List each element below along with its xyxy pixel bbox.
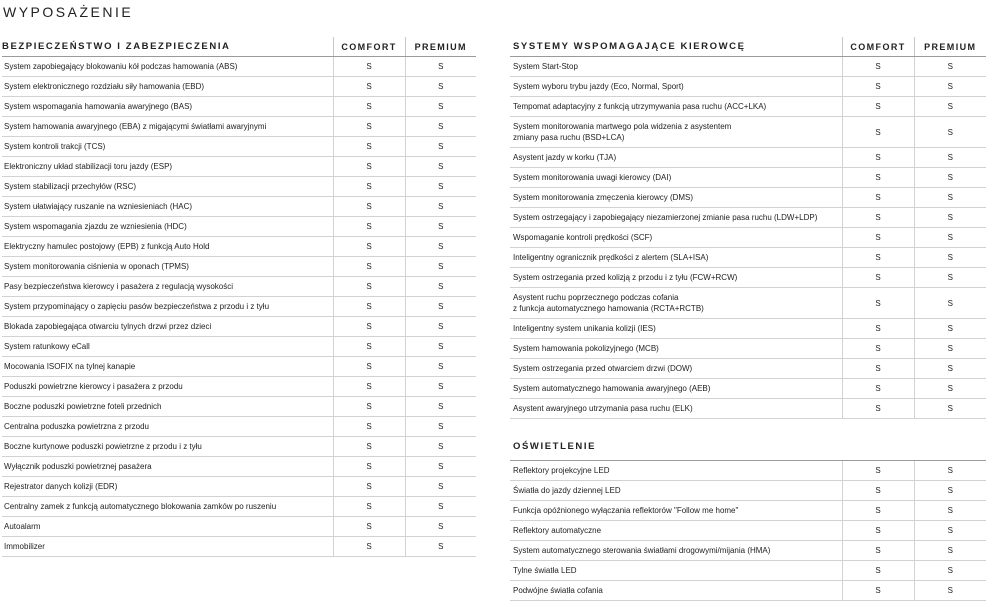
comfort-value: S xyxy=(842,561,914,581)
feature-name xyxy=(510,248,842,268)
premium-value: S xyxy=(914,581,986,601)
safety-section xyxy=(2,37,476,557)
comfort-value: S xyxy=(333,537,405,557)
driver-assist-header-row xyxy=(510,37,986,57)
table-row xyxy=(510,561,986,581)
premium-value: S xyxy=(405,477,476,497)
table-row xyxy=(2,477,476,497)
feature-name-text: System monitorowania zmęczenia kierowcy (DMS) xyxy=(513,193,694,202)
feature-name xyxy=(510,481,842,501)
premium-value: S xyxy=(914,228,986,248)
feature-name-text: Rejestrator danych kolizji (EDR) xyxy=(4,482,118,491)
premium-value: S xyxy=(914,77,986,97)
feature-name xyxy=(2,117,333,137)
feature-name xyxy=(510,288,842,319)
feature-name xyxy=(2,317,333,337)
feature-name xyxy=(2,397,333,417)
feature-name-text: System ratunkowy eCall xyxy=(4,342,90,351)
comfort-value: S xyxy=(842,97,914,117)
table-row xyxy=(2,537,476,557)
premium-value: S xyxy=(405,457,476,477)
table-row xyxy=(510,188,986,208)
feature-name-text: System ostrzegania przed kolizją z przodu i z tyłu (FCW+RCW) xyxy=(513,273,738,282)
feature-name-text: System wyboru trybu jazdy (Eco, Normal, Sport) xyxy=(513,82,684,91)
table-row xyxy=(510,581,986,601)
table-row xyxy=(510,461,986,481)
comfort-value: S xyxy=(333,97,405,117)
safety-header-row xyxy=(2,37,476,57)
feature-name xyxy=(2,477,333,497)
comfort-column-header: COMFORT xyxy=(333,37,405,57)
lighting-table xyxy=(510,461,986,601)
premium-value: S xyxy=(914,268,986,288)
premium-value: S xyxy=(405,517,476,537)
feature-name-text: Mocowania ISOFIX na tylnej kanapie xyxy=(4,362,136,371)
table-row xyxy=(2,237,476,257)
premium-value: S xyxy=(914,541,986,561)
comfort-value: S xyxy=(333,357,405,377)
table-row xyxy=(2,157,476,177)
premium-value: S xyxy=(914,359,986,379)
feature-name-text: Tylne światła LED xyxy=(513,566,577,575)
premium-value: S xyxy=(405,197,476,217)
comfort-value: S xyxy=(333,417,405,437)
table-row xyxy=(2,117,476,137)
feature-name xyxy=(2,97,333,117)
table-row xyxy=(510,501,986,521)
feature-name xyxy=(2,537,333,557)
comfort-value: S xyxy=(842,168,914,188)
feature-name xyxy=(2,197,333,217)
table-row xyxy=(510,521,986,541)
comfort-value: S xyxy=(842,148,914,168)
table-row xyxy=(2,397,476,417)
driver-assist-heading: SYSTEMY WSPOMAGAJĄCE KIEROWCĘ xyxy=(510,37,842,57)
premium-value: S xyxy=(914,501,986,521)
table-row xyxy=(2,317,476,337)
premium-value: S xyxy=(914,117,986,148)
table-row xyxy=(2,517,476,537)
premium-value: S xyxy=(405,397,476,417)
premium-value: S xyxy=(405,237,476,257)
comfort-value: S xyxy=(333,117,405,137)
lighting-heading: OŚWIETLENIE xyxy=(510,440,986,461)
table-row xyxy=(2,377,476,397)
premium-column-header: PREMIUM xyxy=(914,37,986,57)
feature-name-text: Inteligentny system unikania kolizji (IES) xyxy=(513,324,656,333)
feature-name-text: Wspomaganie kontroli prędkości (SCF) xyxy=(513,233,653,242)
premium-value: S xyxy=(405,297,476,317)
table-row xyxy=(510,541,986,561)
table-row xyxy=(510,379,986,399)
feature-name-text: System elektronicznego rozdziału siły hamowania (EBD) xyxy=(4,82,205,91)
feature-name-text: Elektryczny hamulec postojowy (EPB) z funkcją Auto Hold xyxy=(4,242,210,251)
premium-value: S xyxy=(914,561,986,581)
comfort-value: S xyxy=(842,319,914,339)
safety-heading: BEZPIECZEŃSTWO I ZABEZPIECZENIA xyxy=(2,37,333,57)
feature-name xyxy=(2,257,333,277)
table-row xyxy=(2,137,476,157)
feature-name-text: Funkcja opóźnionego wyłączania reflektorów "Follow me home" xyxy=(513,506,739,515)
comfort-value: S xyxy=(842,339,914,359)
feature-name-text: System zapobiegający blokowaniu kół podczas hamowania (ABS) xyxy=(4,62,238,71)
feature-name xyxy=(510,379,842,399)
premium-value: S xyxy=(914,319,986,339)
comfort-value: S xyxy=(333,157,405,177)
feature-name xyxy=(510,319,842,339)
premium-value: S xyxy=(405,537,476,557)
feature-name xyxy=(2,57,333,77)
comfort-value: S xyxy=(842,57,914,77)
table-row xyxy=(2,357,476,377)
premium-value: S xyxy=(405,277,476,297)
table-row xyxy=(510,268,986,288)
table-row xyxy=(2,57,476,77)
feature-name-text: Blokada zapobiegająca otwarciu tylnych drzwi przez dzieci xyxy=(4,322,212,331)
premium-value: S xyxy=(405,217,476,237)
premium-value: S xyxy=(914,57,986,77)
feature-name xyxy=(2,297,333,317)
feature-name xyxy=(510,461,842,481)
feature-name xyxy=(510,77,842,97)
premium-value: S xyxy=(405,317,476,337)
table-row xyxy=(2,457,476,477)
feature-name-text: Autoalarm xyxy=(4,522,41,531)
comfort-column-header: COMFORT xyxy=(842,37,914,57)
feature-name-text: Immobilizer xyxy=(4,542,45,551)
feature-name xyxy=(510,399,842,419)
premium-value: S xyxy=(405,437,476,457)
feature-name-text: Centralna poduszka powietrzna z przodu xyxy=(4,422,149,431)
feature-name xyxy=(2,177,333,197)
premium-value: S xyxy=(914,399,986,419)
comfort-value: S xyxy=(842,359,914,379)
feature-name-text: System automatycznego hamowania awaryjnego (AEB) xyxy=(513,384,711,393)
table-row xyxy=(2,297,476,317)
comfort-value: S xyxy=(842,268,914,288)
premium-value: S xyxy=(914,288,986,319)
comfort-value: S xyxy=(333,77,405,97)
feature-name-text: Centralny zamek z funkcją automatycznego blokowania zamków po ruszeniu xyxy=(4,502,277,511)
comfort-value: S xyxy=(333,517,405,537)
feature-name xyxy=(2,137,333,157)
table-row xyxy=(510,228,986,248)
feature-name xyxy=(510,501,842,521)
table-row xyxy=(2,257,476,277)
feature-name xyxy=(510,521,842,541)
feature-name xyxy=(510,97,842,117)
lighting-table-body xyxy=(510,461,986,601)
comfort-value: S xyxy=(842,521,914,541)
comfort-value: S xyxy=(842,379,914,399)
feature-name xyxy=(510,581,842,601)
comfort-value: S xyxy=(842,541,914,561)
comfort-value: S xyxy=(842,248,914,268)
comfort-value: S xyxy=(333,217,405,237)
premium-column-header: PREMIUM xyxy=(405,37,476,57)
feature-name-text: System stabilizacji przechyłów (RSC) xyxy=(4,182,137,191)
feature-name-text: Boczne kurtynowe poduszki powietrzne z przodu i z tyłu xyxy=(4,442,202,451)
table-row xyxy=(2,277,476,297)
comfort-value: S xyxy=(842,501,914,521)
feature-name xyxy=(510,359,842,379)
premium-value: S xyxy=(405,497,476,517)
feature-name xyxy=(510,339,842,359)
premium-value: S xyxy=(405,77,476,97)
premium-value: S xyxy=(914,379,986,399)
comfort-value: S xyxy=(333,337,405,357)
feature-name xyxy=(2,517,333,537)
comfort-value: S xyxy=(333,437,405,457)
feature-name xyxy=(2,377,333,397)
premium-value: S xyxy=(405,257,476,277)
comfort-value: S xyxy=(333,297,405,317)
comfort-value: S xyxy=(333,137,405,157)
premium-value: S xyxy=(914,248,986,268)
feature-name-text: Asystent jazdy w korku (TJA) xyxy=(513,153,617,162)
comfort-value: S xyxy=(842,208,914,228)
comfort-value: S xyxy=(842,481,914,501)
feature-name xyxy=(2,217,333,237)
feature-name xyxy=(2,77,333,97)
premium-value: S xyxy=(914,481,986,501)
table-row xyxy=(510,168,986,188)
feature-name-text: Reflektory automatyczne xyxy=(513,526,602,535)
feature-name-text: System monitorowania ciśnienia w oponach (TPMS) xyxy=(4,262,189,271)
premium-value: S xyxy=(914,168,986,188)
premium-value: S xyxy=(914,148,986,168)
table-row xyxy=(510,319,986,339)
feature-name-text: System monitorowania martwego pola widzenia z asystentem zmiany pasa ruchu (BSD+LCA) xyxy=(513,122,732,142)
table-row xyxy=(2,337,476,357)
premium-value: S xyxy=(405,417,476,437)
table-row xyxy=(2,197,476,217)
feature-name xyxy=(510,148,842,168)
comfort-value: S xyxy=(842,77,914,97)
table-row xyxy=(510,148,986,168)
table-row xyxy=(510,77,986,97)
premium-value: S xyxy=(405,337,476,357)
feature-name-text: System ostrzegający i zapobiegający niezamierzonej zmianie pasa ruchu (LDW+LDP) xyxy=(513,213,818,222)
table-row xyxy=(510,339,986,359)
feature-name-text: System wspomagania hamowania awaryjnego (BAS) xyxy=(4,102,193,111)
premium-value: S xyxy=(405,157,476,177)
feature-name xyxy=(510,228,842,248)
comfort-value: S xyxy=(842,188,914,208)
feature-name-text: Inteligentny ogranicznik prędkości z alertem (SLA+ISA) xyxy=(513,253,709,262)
table-row xyxy=(510,248,986,268)
feature-name xyxy=(2,157,333,177)
feature-name-text: Boczne poduszki powietrzne foteli przednich xyxy=(4,402,162,411)
premium-value: S xyxy=(405,137,476,157)
table-row xyxy=(510,288,986,319)
premium-value: S xyxy=(405,57,476,77)
comfort-value: S xyxy=(333,277,405,297)
driver-assist-table xyxy=(510,37,986,419)
feature-name xyxy=(510,188,842,208)
premium-value: S xyxy=(914,208,986,228)
premium-value: S xyxy=(405,117,476,137)
premium-value: S xyxy=(914,339,986,359)
comfort-value: S xyxy=(842,117,914,148)
feature-name xyxy=(2,417,333,437)
feature-name xyxy=(510,57,842,77)
comfort-value: S xyxy=(333,477,405,497)
table-row xyxy=(2,217,476,237)
feature-name xyxy=(2,357,333,377)
feature-name-text: System przypominający o zapięciu pasów bezpieczeństwa z przodu i z tyłu xyxy=(4,302,270,311)
feature-name xyxy=(2,277,333,297)
feature-name xyxy=(2,237,333,257)
feature-name xyxy=(510,168,842,188)
feature-name xyxy=(510,541,842,561)
feature-name-text: System wspomagania zjazdu ze wzniesienia (HDC) xyxy=(4,222,187,231)
premium-value: S xyxy=(914,188,986,208)
table-row xyxy=(510,117,986,148)
feature-name-text: System hamowania awaryjnego (EBA) z migającymi światłami awaryjnymi xyxy=(4,122,267,131)
safety-table-body xyxy=(2,57,476,557)
table-row xyxy=(2,437,476,457)
comfort-value: S xyxy=(333,317,405,337)
premium-value: S xyxy=(914,461,986,481)
table-row xyxy=(510,359,986,379)
comfort-value: S xyxy=(842,288,914,319)
feature-name-text: Tempomat adaptacyjny z funkcją utrzymywania pasa ruchu (ACC+LKA) xyxy=(513,102,767,111)
table-row xyxy=(510,481,986,501)
table-row xyxy=(2,177,476,197)
feature-name-text: Poduszki powietrzne kierowcy i pasażera z przodu xyxy=(4,382,183,391)
table-row xyxy=(510,97,986,117)
feature-name xyxy=(510,208,842,228)
feature-name-text: System Start-Stop xyxy=(513,62,578,71)
feature-name-text: System automatycznego sterowania światłami drogowymi/mijania (HMA) xyxy=(513,546,771,555)
table-row xyxy=(2,97,476,117)
premium-value: S xyxy=(405,357,476,377)
comfort-value: S xyxy=(333,57,405,77)
comfort-value: S xyxy=(842,399,914,419)
table-row xyxy=(510,399,986,419)
safety-table xyxy=(2,37,476,557)
comfort-value: S xyxy=(333,177,405,197)
feature-name-text: System ułatwiający ruszanie na wzniesieniach (HAC) xyxy=(4,202,193,211)
table-row xyxy=(2,497,476,517)
comfort-value: S xyxy=(333,197,405,217)
feature-name-text: Podwójne światła cofania xyxy=(513,586,603,595)
page-title: WYPOSAŻENIE xyxy=(3,4,134,20)
feature-name xyxy=(2,337,333,357)
premium-value: S xyxy=(405,177,476,197)
feature-name xyxy=(510,268,842,288)
feature-name-text: Pasy bezpieczeństwa kierowcy i pasażera z regulacją wysokości xyxy=(4,282,233,291)
table-row xyxy=(2,77,476,97)
comfort-value: S xyxy=(333,257,405,277)
premium-value: S xyxy=(914,97,986,117)
comfort-value: S xyxy=(333,497,405,517)
feature-name-text: Asystent ruchu poprzecznego podczas cofania z funkcja automatycznego hamowania (RCTA+RCTB) xyxy=(513,293,704,313)
feature-name-text: System monitorowania uwagi kierowcy (DAI) xyxy=(513,173,672,182)
comfort-value: S xyxy=(333,397,405,417)
table-row xyxy=(510,57,986,77)
feature-name xyxy=(510,117,842,148)
feature-name-text: Reflektory projekcyjne LED xyxy=(513,466,610,475)
feature-name-text: Wyłącznik poduszki powietrznej pasażera xyxy=(4,462,152,471)
comfort-value: S xyxy=(333,237,405,257)
feature-name xyxy=(2,437,333,457)
premium-value: S xyxy=(405,377,476,397)
table-row xyxy=(510,208,986,228)
lighting-section xyxy=(510,440,986,601)
feature-name-text: Światła do jazdy dziennej LED xyxy=(513,486,621,495)
feature-name-text: System ostrzegania przed otwarciem drzwi (DOW) xyxy=(513,364,693,373)
feature-name-text: System kontroli trakcji (TCS) xyxy=(4,142,106,151)
feature-name xyxy=(2,457,333,477)
driver-assist-section xyxy=(510,37,986,419)
feature-name xyxy=(510,561,842,581)
driver-assist-table-body xyxy=(510,57,986,419)
comfort-value: S xyxy=(842,581,914,601)
premium-value: S xyxy=(914,521,986,541)
premium-value: S xyxy=(405,97,476,117)
feature-name xyxy=(2,497,333,517)
table-row xyxy=(2,417,476,437)
comfort-value: S xyxy=(842,228,914,248)
comfort-value: S xyxy=(333,457,405,477)
comfort-value: S xyxy=(842,461,914,481)
comfort-value: S xyxy=(333,377,405,397)
feature-name-text: Asystent awaryjnego utrzymania pasa ruchu (ELK) xyxy=(513,404,693,413)
feature-name-text: System hamowania pokolizyjnego (MCB) xyxy=(513,344,659,353)
feature-name-text: Elektroniczny układ stabilizacji toru jazdy (ESP) xyxy=(4,162,173,171)
